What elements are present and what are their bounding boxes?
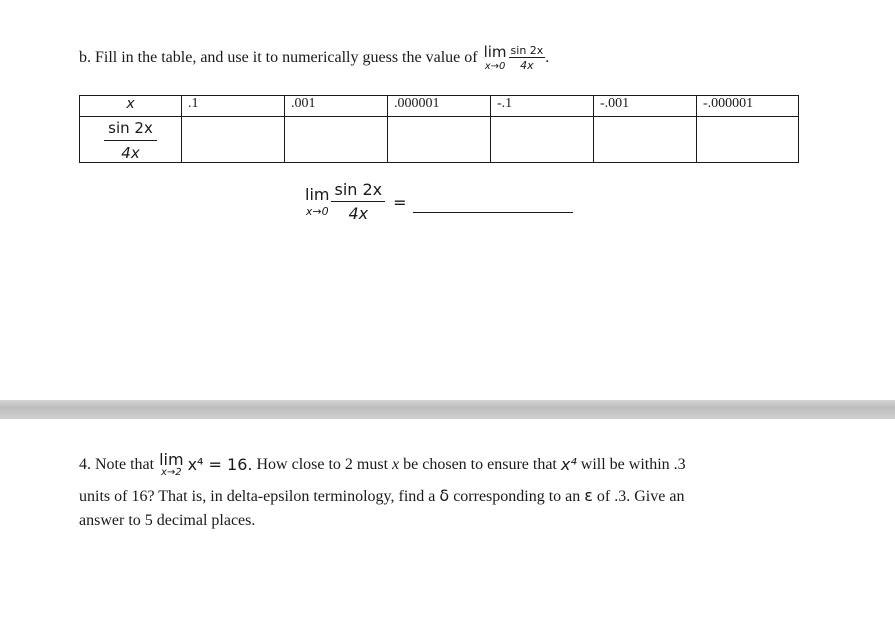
- function-header-cell: [80, 117, 182, 163]
- function-value-cell[interactable]: [697, 117, 799, 163]
- limit-operator: [483, 42, 507, 72]
- function-value-cell[interactable]: [388, 117, 491, 163]
- x-value-cell: -.001: [594, 96, 697, 117]
- expression-x4: x⁴: [560, 455, 577, 474]
- table-row-function: [80, 117, 799, 163]
- problem-4-line-3: answer to 5 decimal places.: [79, 512, 256, 529]
- function-value-cell[interactable]: [491, 117, 594, 163]
- function-value-cell[interactable]: [285, 117, 388, 163]
- fraction-bar: [104, 140, 157, 141]
- problem-4-text: be chosen to ensure that: [403, 456, 557, 473]
- table-row-x: [80, 96, 799, 117]
- part-b-instruction: [79, 38, 549, 78]
- end-punctuation: .: [545, 49, 550, 66]
- x-value-cell: -.1: [491, 96, 594, 117]
- lim-word: lim: [483, 42, 507, 61]
- delta-symbol: δ: [439, 486, 450, 505]
- problem-4-lead: 4. Note that: [79, 456, 155, 473]
- fraction-numerator: sin 2x: [510, 44, 544, 57]
- problem-4-line-1: [79, 446, 789, 484]
- answer-blank[interactable]: [413, 192, 573, 213]
- fraction-denominator: 4x: [348, 204, 369, 223]
- lim-word: lim: [305, 185, 330, 204]
- problem-4-text: of .3. Give an: [596, 488, 685, 505]
- equals-sign: =: [393, 192, 407, 212]
- x-value-cell: .1: [182, 96, 285, 117]
- problem-4: [79, 446, 789, 533]
- answer-fraction: [331, 182, 385, 222]
- problem-4-text: will be within .3: [580, 456, 686, 473]
- x-header-cell: x: [80, 96, 182, 117]
- function-numerator: sin 2x: [108, 119, 153, 137]
- values-table: [79, 95, 799, 163]
- problem-4-text: units of 16? That is, in delta-epsilon terminology, find a: [79, 488, 436, 505]
- problem-4-line-2: [79, 484, 789, 509]
- limit-operator: [159, 452, 183, 478]
- x-value-cell: .000001: [388, 96, 491, 117]
- function-denominator: 4x: [121, 144, 140, 162]
- x-value-cell: .001: [285, 96, 388, 117]
- lim-subscript: x→0: [484, 60, 506, 72]
- limit-expression: x⁴ = 16.: [187, 455, 253, 474]
- limit-fraction: [509, 45, 546, 71]
- lim-word: lim: [159, 450, 184, 469]
- problem-4-text: corresponding to an: [453, 488, 581, 505]
- limit-answer-line: [305, 180, 573, 224]
- part-b-text: b. Fill in the table, and use it to numerically guess the value of: [79, 49, 478, 66]
- problem-4-text: How close to 2 must: [256, 456, 389, 473]
- variable-x: x: [392, 456, 400, 473]
- function-value-cell[interactable]: [182, 117, 285, 163]
- page-divider: [0, 400, 895, 419]
- x-value-cell: -.000001: [697, 96, 799, 117]
- fraction-numerator: sin 2x: [331, 182, 385, 202]
- function-value-cell[interactable]: [594, 117, 697, 163]
- fraction-denominator: 4x: [520, 59, 534, 72]
- lim-subscript: x→2: [161, 467, 182, 478]
- answer-limit-operator: [305, 187, 329, 217]
- lim-subscript: x→0: [305, 205, 329, 218]
- epsilon-symbol: ε: [584, 486, 593, 505]
